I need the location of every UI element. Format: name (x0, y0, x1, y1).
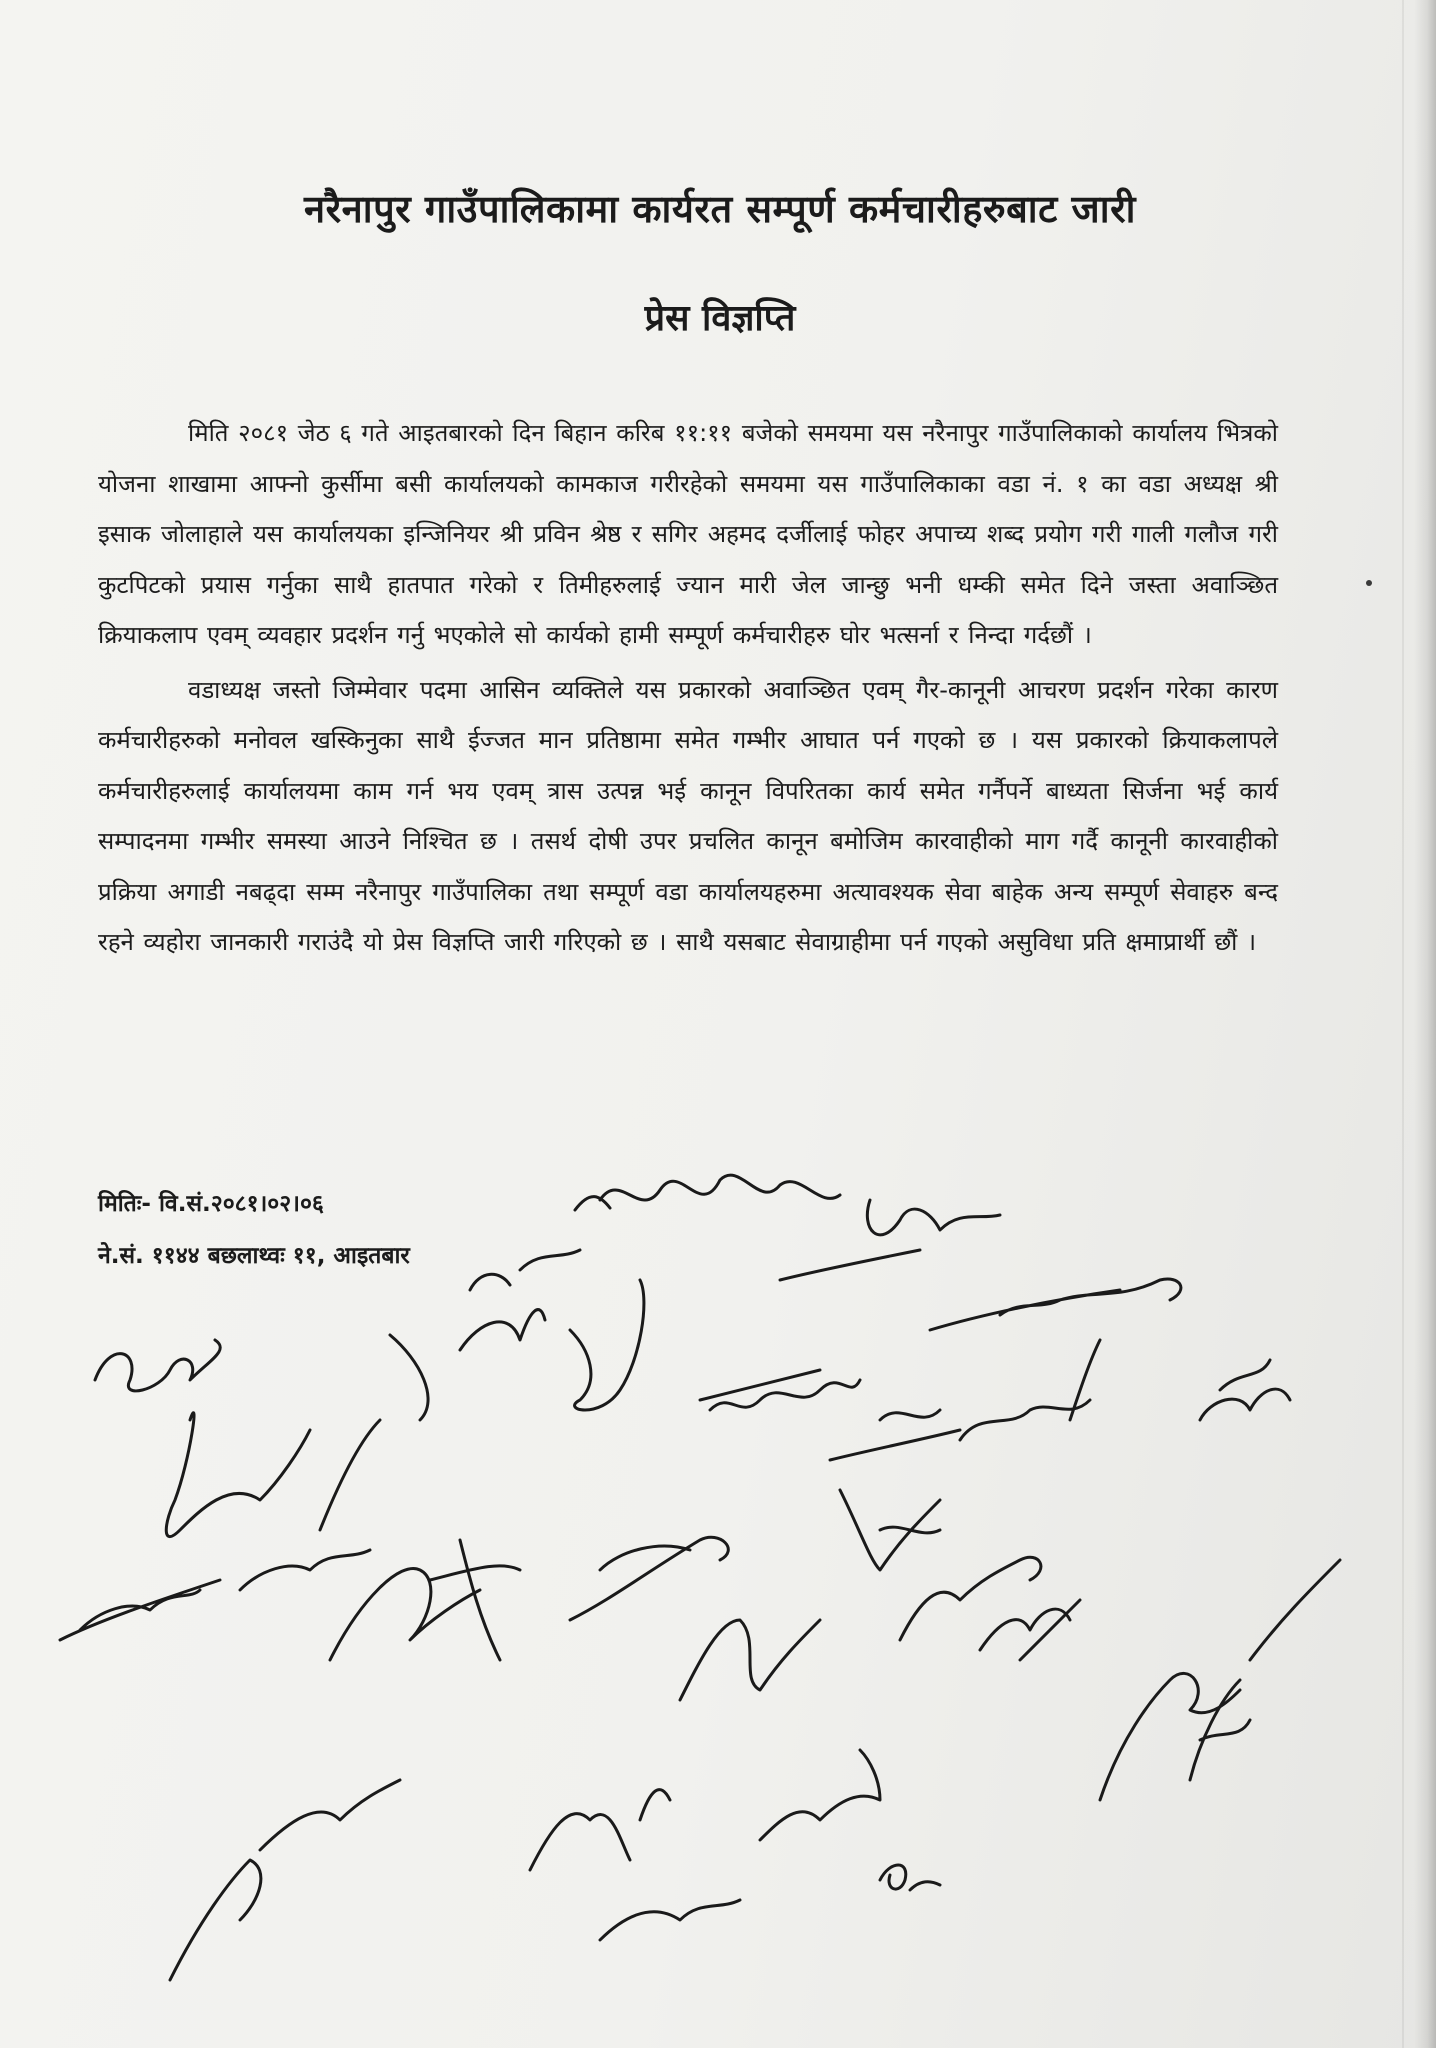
signature-2 (780, 1200, 1000, 1280)
paragraph-2: वडाध्यक्ष जस्तो जिम्मेवार पदमा आसिन व्यक्तिले यस प्रकारको अवाञ्छित एवम् गैर-कानूनी आचरण प्रदर्शन गरेका कारण कर्मचारीहरुको मनोवल खस्किनुका साथै ईज्जत मान प्रतिष्ठामा समेत गम्भीर आघात पर्न गएको छ । यस प्रकारको क्रियाकलापले कर्मचारीहरुलाई कार्यालयमा काम गर्न भय एवम् त्रास उत्पन्न भई कानून विपरितका कार्य समेत गर्नैपर्ने बाध्यता सिर्जना भई कार्य सम्पादनमा गम्भीर समस्या आउने निश्चित छ । तसर्थ दोषी उपर प्रचलित कानून बमोजिम कारवाहीको माग गर्दै कानूनी कारवाहीको प्रक्रिया अगाडी नबढ्दा सम्म नरैनापुर गाउँपालिका तथा सम्पूर्ण वडा कार्यालयहरुमा अत्यावश्यक सेवा बाहेक अन्य सम्पूर्ण सेवाहरु बन्द रहने व्यहोरा जानकारी गराउंदै यो प्रेस विज्ञप्ति जारी गरिएको छ । साथै यसबाट सेवाग्राहीमा पर्न गएको असुविधा प्रति क्षमाप्रार्थी छौं । (98, 675, 1278, 956)
signature-18 (840, 1490, 940, 1570)
signature-8 (700, 1370, 860, 1410)
document-title: नरैनापुर गाउँपालिकामा कार्यरत सम्पूर्ण कर्मचारीहरुबाट जारी (304, 187, 1136, 231)
signature-28 (980, 1600, 1080, 1660)
signature-10 (960, 1340, 1100, 1440)
signature-17 (680, 1620, 820, 1700)
signatures-svg (0, 1100, 1436, 2000)
paragraph-1: मिति २०८१ जेठ ६ गते आइतबारको दिन बिहान करिब ११:११ बजेको समयमा यस नरैनापुर गाउँपालिकाको कार्यालय भित्रको योजना शाखामा आफ्नो कुर्सीमा बसी कार्यालयको कामकाज गरीरहेको समयमा यस गाउँपालिकाका वडा नं. १ का वडा अध्यक्ष श्री इसाक जोलाहाले यस कार्यालयका इन्जिनियर श्री प्रविन श्रेष्ठ र सगिर अहमद दर्जीलाई फोहर अपाच्य शब्द प्रयोग गरी गाली गलौज गरी कुटपिटको प्रयास गर्नुका साथै हातपात गरेको र तिमीहरुलाई ज्यान मारी जेल जान्छु भनी धम्की समेत दिने जस्ता अवाञ्छित क्रियाकलाप एवम् व्यवहार प्रदर्शन गर्नु भएकोले सो कार्यको हामी सम्पूर्ण कर्मचारीहरु घोर भत्सर्ना र निन्दा गर्दछौं । (98, 419, 1278, 649)
signature-24 (600, 1900, 740, 1940)
signature-9 (830, 1410, 960, 1460)
signature-4 (95, 1340, 220, 1391)
signature-7 (570, 1280, 644, 1410)
signature-20 (1100, 1560, 1340, 1800)
signature-15 (430, 1540, 520, 1660)
document-subtitle: प्रेस विज्ञप्ति (644, 298, 796, 339)
body-text (98, 408, 1278, 972)
signature-11 (1200, 1360, 1290, 1420)
ink-speck (1366, 580, 1372, 586)
signature-5 (166, 1413, 310, 1537)
signature-14 (330, 1568, 480, 1660)
signature-13 (240, 1420, 380, 1590)
signature-21 (170, 1780, 400, 1980)
signature-26 (470, 1250, 580, 1290)
signature-22 (530, 1790, 670, 1870)
signature-3 (930, 1279, 1181, 1330)
signature-19 (900, 1557, 1041, 1640)
signature-1 (575, 1175, 840, 1210)
signature-23 (760, 1750, 880, 1840)
date-ns: ने.सं. ११४४ बछलाथ्वः ११, आइतबार (98, 1243, 410, 1269)
signature-25 (880, 1865, 940, 1890)
signatures-area (0, 1100, 1436, 2000)
signature-12 (60, 1580, 220, 1640)
date-bs: मितिः- वि.सं.२०८१।०२।०६ (98, 1191, 324, 1217)
signature-6 (390, 1310, 545, 1420)
signature-16 (570, 1537, 728, 1620)
